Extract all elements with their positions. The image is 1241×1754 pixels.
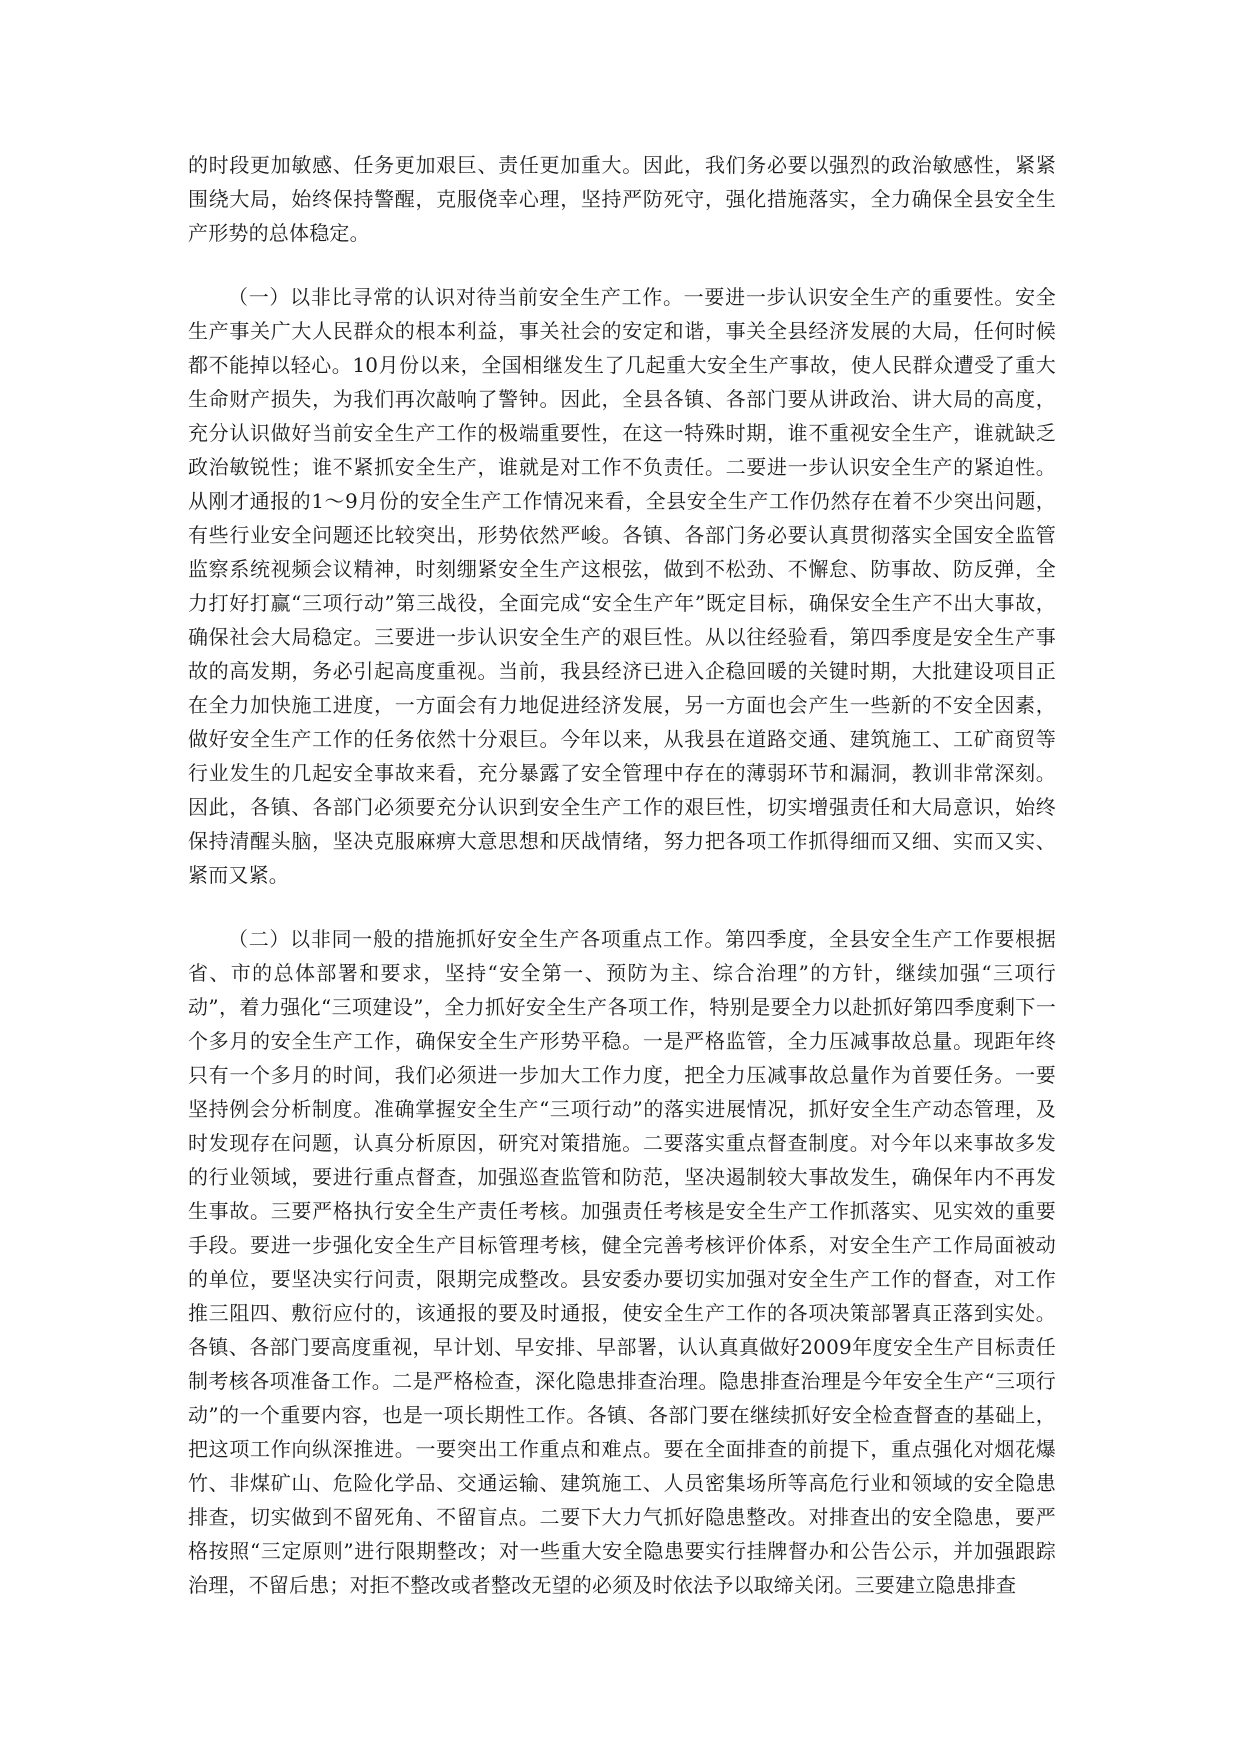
paragraph-spacer (188, 250, 1056, 280)
paragraph-section-1: （一）以非比寻常的认识对待当前安全生产工作。一要进一步认识安全生产的重要性。安全生产事关广大人民群众的根本利益，事关社会的安定和谐，事关全县经济发展的大局，任何时候都不能掉以轻心。10月份以来，全国相继发生了几起重大安全生产事故，使人民群众遭受了重大生命财产损失，为我们再次敲响了警钟。因此，全县各镇、各部门要从讲政治、讲大局的高度，充分认识做好当前安全生产工作的极端重要性，在这一特殊时期，谁不重视安全生产，谁就缺乏政治敏锐性；谁不紧抓安全生产，谁就是对工作不负责任。二要进一步认识安全生产的紧迫性。从刚才通报的1～9月份的安全生产工作情况来看，全县安全生产工作仍然存在着不少突出问题，有些行业安全问题还比较突出，形势依然严峻。各镇、各部门务必要认真贯彻落实全国安全监管监察系统视频会议精神，时刻绷紧安全生产这根弦，做到不松劲、不懈怠、防事故、防反弹，全力打好打赢“三项行动”第三战役，全面完成“安全生产年”既定目标，确保安全生产不出大事故，确保社会大局稳定。三要进一步认识安全生产的艰巨性。从以往经验看，第四季度是安全生产事故的高发期，务必引起高度重视。当前，我县经济已进入企稳回暖的关键时期，大批建设项目正在全力加快施工进度，一方面会有力地促进经济发展，另一方面也会产生一些新的不安全因素，做好安全生产工作的任务依然十分艰巨。今年以来，从我县在道路交通、建筑施工、工矿商贸等行业发生的几起安全事故来看，充分暴露了安全管理中存在的薄弱环节和漏洞，教训非常深刻。因此，各镇、各部门必须要充分认识到安全生产工作的艰巨性，切实增强责任和大局意识，始终保持清醒头脑，坚决克服麻痹大意思想和厌战情绪，努力把各项工作抓得细而又细、实而又实、紧而又紧。 (188, 285, 1056, 887)
document-body (188, 148, 1056, 1602)
paragraph-continuation: 的时段更加敏感、任务更加艰巨、责任更加重大。因此，我们务必要以强烈的政治敏感性，紧紧围绕大局，始终保持警醒，克服侥幸心理，坚持严防死守，强化措施落实，全力确保全县安全生产形势的总体稳定。 (188, 153, 1056, 245)
paragraph-section-2: （二）以非同一般的措施抓好安全生产各项重点工作。第四季度，全县安全生产工作要根据省、市的总体部署和要求，坚持“安全第一、预防为主、综合治理”的方针，继续加强“三项行动”，着力强化“三项建设”，全力抓好安全生产各项工作，特别是要全力以赴抓好第四季度剩下一个多月的安全生产工作，确保安全生产形势平稳。一是严格监管，全力压减事故总量。现距年终只有一个多月的时间，我们必须进一步加大工作力度，把全力压减事故总量作为首要任务。一要坚持例会分析制度。准确掌握安全生产“三项行动”的落实进展情况，抓好安全生产动态管理，及时发现存在问题，认真分析原因，研究对策措施。二要落实重点督查制度。对今年以来事故多发的行业领域，要进行重点督查，加强巡查监管和防范，坚决遏制较大事故发生，确保年内不再发生事故。三要严格执行安全生产责任考核。加强责任考核是安全生产工作抓落实、见实效的重要手段。要进一步强化安全生产目标管理考核，健全完善考核评价体系，对安全生产工作局面被动的单位，要坚决实行问责，限期完成整改。县安委办要切实加强对安全生产工作的督查，对工作推三阻四、敷衍应付的，该通报的要及时通报，使安全生产工作的各项决策部署真正落到实处。各镇、各部门要高度重视，早计划、早安排、早部署，认认真真做好2009年度安全生产目标责任制考核各项准备工作。二是严格检查，深化隐患排查治理。隐患排查治理是今年安全生产“三项行动”的一个重要内容，也是一项长期性工作。各镇、各部门要在继续抓好安全检查督查的基础上，把这项工作向纵深推进。一要突出工作重点和难点。要在全面排查的前提下，重点强化对烟花爆竹、非煤矿山、危险化学品、交通运输、建筑施工、人员密集场所等高危行业和领域的安全隐患排查，切实做到不留死角、不留盲点。二要下大力气抓好隐患整改。对排查出的安全隐患，要严格按照“三定原则”进行限期整改；对一些重大安全隐患要实行挂牌督办和公告公示，并加强跟踪治理，不留后患；对拒不整改或者整改无望的必须及时依法予以取缔关闭。三要建立隐患排查 (188, 927, 1056, 1597)
paragraph-spacer (188, 892, 1056, 922)
